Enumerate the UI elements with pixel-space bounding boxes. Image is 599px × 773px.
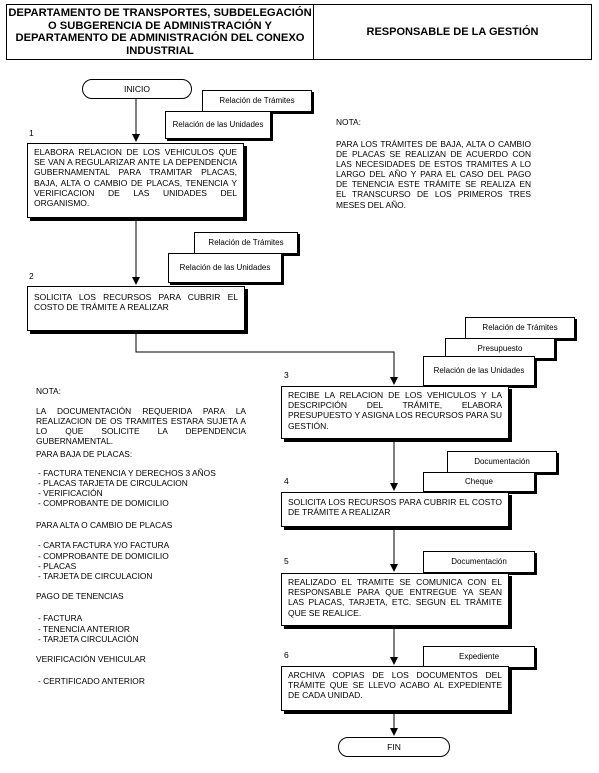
note-left-title: NOTA: xyxy=(36,386,61,396)
arrow-step2-to-step3 xyxy=(136,332,394,384)
step6-document-expediente: Expediente xyxy=(423,646,535,668)
step1-document-relacion-tramites: Relación de Trámites xyxy=(202,90,312,112)
step3-document-relacion-tramites: Relación de Trámites xyxy=(465,317,575,339)
step3-document-relacion-unidades: Relación de las Unidades xyxy=(423,356,535,386)
step4-document-documentacion: Documentación xyxy=(447,451,557,473)
list-item: - TARJETA CIRCULACIÓN xyxy=(38,633,139,644)
step5-box: REALIZADO EL TRAMITE SE COMUNICA CON EL RESPONSABLE PARA QUE ENTREGUE YA SEAN LAS PLACAS, TARJETA, ETC. SEGUN EL TRÁMITE QUE SE REALICE. xyxy=(281,573,509,626)
header-responsible-cell: RESPONSABLE DE LA GESTIÓN xyxy=(313,4,592,60)
list-item: - CARTA FACTURA Y/O FACTURA xyxy=(38,540,170,551)
list-item: - VERIFICACIÓN xyxy=(38,487,103,498)
step1-box: ELABORA RELACION DE LOS VEHICULOS QUE SE VAN A REGULARIZAR ANTE LA DEPENDENCIA GUBERNAMENTAL PARA TRAMITAR PLACAS, BAJA, ALTA O CAMBIO DE PLACAS, TENENCIA Y VERIFICACION DE LAS UNIDADES DEL ORGANISMO. xyxy=(27,143,244,218)
note-right-title: NOTA: xyxy=(336,117,361,127)
list-item: - FACTURA TENENCIA Y DERECHOS 3 AÑOS xyxy=(38,467,216,478)
list-item: - TENENCIA ANTERIOR xyxy=(38,623,130,634)
header-department-cell: DEPARTAMENTO DE TRANSPORTES, SUBDELEGACIÓN O SUBGERENCIA DE ADMINISTRACIÓN Y DEPARTAMENTO DE ADMINISTRACIÓN DEL CONEXO INDUSTRIAL xyxy=(6,4,314,60)
step4-document-cheque: Cheque xyxy=(423,472,535,492)
step4-number: 4 xyxy=(284,476,289,486)
step3-box: RECIBE LA RELACION DE LOS VEHICULOS Y LA DESCRIPCIÓN DEL TRÁMITE, ELABORA PRESUPUESTO Y ASIGNA LOS RECURSOS PARA SU GESTIÓN. xyxy=(281,386,509,439)
section-heading-tenencias: PAGO DE TENENCIAS xyxy=(36,591,124,602)
end-terminal: FIN xyxy=(338,737,450,757)
step2-box: SOLICITA LOS RECURSOS PARA CUBRIR EL COSTO DE TRÁMITE A REALIZAR xyxy=(27,286,245,331)
section-heading-alta: PARA ALTA O CAMBIO DE PLACAS xyxy=(36,520,173,531)
list-item: - CERTIFICADO ANTERIOR xyxy=(38,676,145,687)
step6-number: 6 xyxy=(284,650,289,660)
step1-document-relacion-unidades: Relación de las Unidades xyxy=(165,111,271,139)
note-left-intro: LA DOCUMENTACIÓN REQUERIDA PARA LA REALIZACION DE OS TRAMITES ESTARA SUJETA A LO QUE SOLICITE LA DEPENDENCIA GUBERNAMENTAL. xyxy=(36,406,246,447)
section-heading-verificacion: VERIFICACIÓN VEHICULAR xyxy=(36,653,146,664)
list-item: - PLACAS xyxy=(38,560,77,571)
step2-number: 2 xyxy=(29,271,34,281)
list-item: - TARJETA DE CIRCULACION xyxy=(38,571,153,582)
step1-number: 1 xyxy=(29,128,34,138)
step6-box: ARCHIVA COPIAS DE LOS DOCUMENTOS DEL TRÁMITE QUE SE LLEVO ACABO AL EXPEDIENTE DE CADA UNIDAD. xyxy=(281,666,509,711)
list-item: - PLACAS TARJETA DE CIRCULACION xyxy=(38,477,188,488)
note-left xyxy=(36,386,246,686)
step5-number: 5 xyxy=(284,556,289,566)
step3-number: 3 xyxy=(284,370,289,380)
note-right-text: PARA LOS TRÁMITES DE BAJA, ALTA O CAMBIO DE PLACAS SE REALIZAN DE ACUERDO CON LAS NECESIDADES DE ESTOS TRAMITES A LO LARGO DEL AÑO Y PARA EL CASO DEL PAGO DE TENENCIA ESTE TRÁMITE SE REALIZA EN EL TRANSCURSO DE LOS PRIMEROS TRES MESES DEL AÑO. xyxy=(336,139,531,210)
list-item: - FACTURA xyxy=(38,613,83,624)
list-item: - COMPROBANTE DE DOMICILIO xyxy=(38,498,169,509)
step2-document-relacion-unidades: Relación de las Unidades xyxy=(168,253,282,283)
start-terminal: INICIO xyxy=(82,79,192,99)
section-heading-baja: PARA BAJA DE PLACAS: xyxy=(36,449,133,460)
list-item: - COMPROBANTE DE DOMICILIO xyxy=(38,550,169,561)
step2-document-relacion-tramites: Relación de Trámites xyxy=(194,232,298,254)
step3-document-presupuesto: Presupuesto xyxy=(445,338,555,359)
step5-document-documentacion: Documentación xyxy=(423,551,535,573)
step4-box: SOLICITA LOS RECURSOS PARA CUBRIR EL COSTO DE TRÁMITE A REALIZAR xyxy=(281,492,509,527)
